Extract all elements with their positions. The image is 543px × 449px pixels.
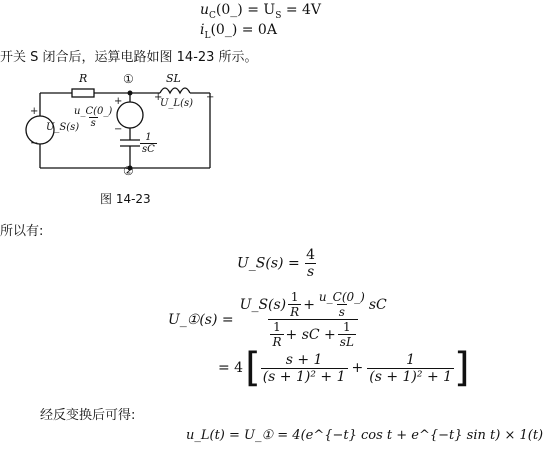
equation-expanded: = 4 [ $\frac{s + 1}{\text{(s + 1)² + 1}}$ + $\frac{1}{\text{(s + 1)² + 1}}$ ]	[218, 345, 470, 391]
uc-plus: +	[114, 96, 123, 107]
us-label: U_S(s)	[46, 122, 80, 133]
ul-minus: −	[206, 92, 215, 103]
uc-initial-condition: $u_C(0\_) = U_S = 4V$	[200, 2, 322, 21]
figure-caption: 图 14-23	[100, 192, 151, 206]
equation-final: u_L(t) = U_① = 4(e^{−t} cos t + e^{−t} sin t) × 1(t)	[186, 428, 543, 443]
il-initial-condition: $i_L(0\_) = 0A$	[200, 22, 277, 41]
left-bracket: [	[245, 345, 261, 391]
right-bracket: ]	[454, 345, 470, 391]
uc-source-frac: $\frac{u\_C(0\_)}{s}$	[74, 106, 113, 129]
ul-plus: +	[154, 92, 163, 103]
paragraph-inverse-transform: 经反变换后可得:	[40, 408, 136, 423]
paragraph-circuit-intro: 开关 S 闭合后，运算电路如图 14-23 所示。	[0, 50, 258, 65]
capacitor-frac: $\frac{1}{sC}$	[142, 132, 155, 155]
ul-label: U_L(s)	[160, 98, 194, 109]
uc-minus: −	[114, 124, 123, 135]
us-plus: +	[30, 106, 39, 117]
resistor-label: R	[79, 72, 88, 85]
us-minus: −	[30, 138, 39, 149]
paragraph-therefore: 所以有:	[0, 224, 44, 239]
inductor-label: SL	[166, 72, 181, 85]
node2-label: ②	[123, 164, 134, 178]
equation-u1: U_①(s) = U_S(s) $\frac{1}{R}$ + $\frac{u\_C(0\_)}{s}$ sC $\frac{1}{R}$ + sC + $\frac{1}{sL}$	[168, 290, 387, 349]
equation-us: U_S(s) = $\frac{4}{s}$	[237, 247, 316, 280]
node1-label: ①	[123, 72, 134, 86]
node1-dot	[128, 91, 133, 96]
